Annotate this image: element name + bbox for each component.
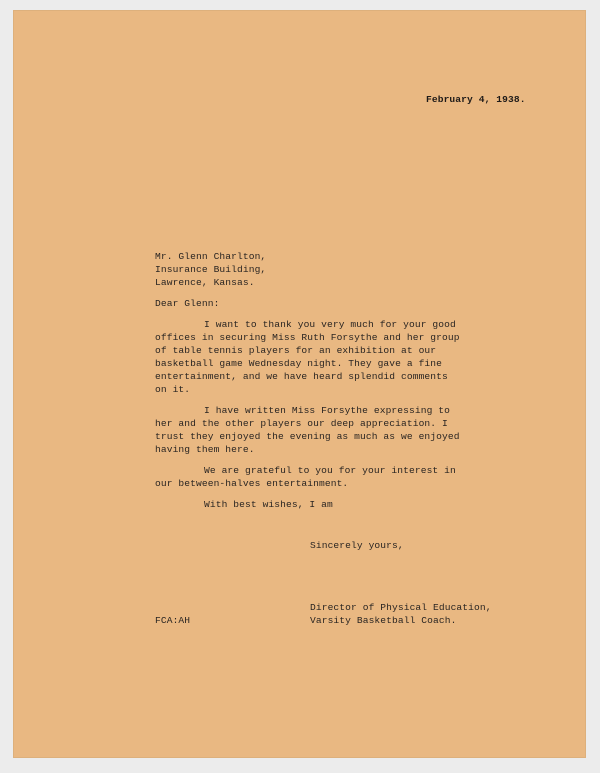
typist-initials: FCA:AH — [155, 615, 191, 626]
paragraph-line: I want to thank you very much for your good — [204, 319, 456, 330]
paragraph-line: of table tennis players for an exhibition at our — [155, 345, 437, 356]
paragraph-line: our between-halves entertainment. — [155, 478, 349, 489]
signature-title-2: Varsity Basketball Coach. — [310, 615, 457, 626]
paragraph-line: on it. — [155, 384, 191, 395]
paragraph-line: trust they enjoyed the evening as much as we enjoyed — [155, 431, 460, 442]
paragraph-line: her and the other players our deep appreciation. I — [155, 418, 448, 429]
paragraph-line: entertainment, and we have heard splendid comments — [155, 371, 448, 382]
complimentary-close: Sincerely yours, — [310, 540, 404, 551]
paragraph-line: offices in securing Miss Ruth Forsythe and her group — [155, 332, 460, 343]
salutation: Dear Glenn: — [155, 298, 220, 309]
paragraph-line: having them here. — [155, 444, 255, 455]
recipient-name: Mr. Glenn Charlton, — [155, 251, 267, 262]
paragraph-line: basketball game Wednesday night. They gave a fine — [155, 358, 443, 369]
signature-title-1: Director of Physical Education, — [310, 602, 492, 613]
closing-line: With best wishes, I am — [204, 499, 333, 510]
letter-page — [13, 10, 586, 758]
recipient-address-line-1: Insurance Building, — [155, 264, 267, 275]
recipient-address-line-2: Lawrence, Kansas. — [155, 277, 255, 288]
paragraph-line: I have written Miss Forsythe expressing to — [204, 405, 451, 416]
paragraph-line: We are grateful to you for your interest in — [204, 465, 456, 476]
letter-date: February 4, 1938. — [426, 94, 526, 105]
